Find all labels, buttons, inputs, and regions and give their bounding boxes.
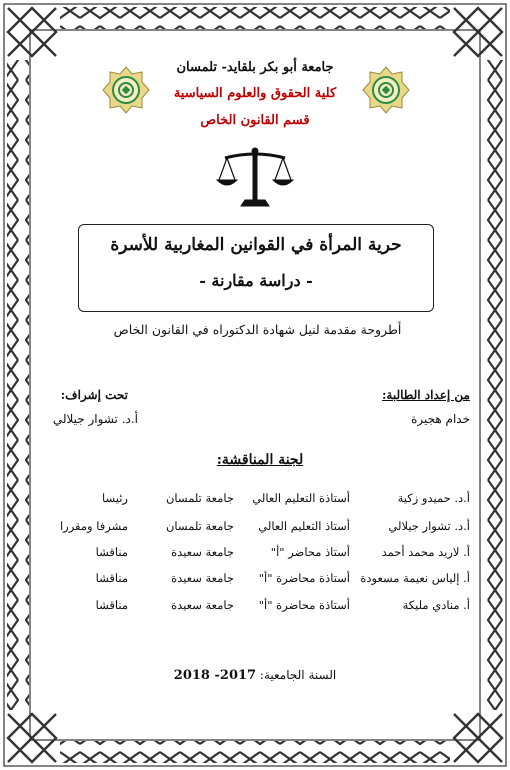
- jury-row: [0, 491, 510, 509]
- jury-member-role: رئيسا: [102, 491, 128, 505]
- jury-member-institution: جامعة سعيدة: [171, 598, 234, 612]
- jury-member-rank: أستاذ التعليم العالي: [258, 519, 350, 533]
- thesis-title: حرية المرأة في القوانين المغاربية للأسرة: [110, 235, 402, 255]
- jury-row: [0, 571, 510, 589]
- jury-member-rank: أستاذة محاضرة "أ": [258, 571, 350, 585]
- academic-year: [150, 668, 360, 683]
- jury-row: [0, 598, 510, 616]
- academic-year-label: السنة الجامعية:: [259, 668, 337, 682]
- jury-row: [0, 545, 510, 563]
- jury-member-name: أ. لاريد محمد أحمد: [381, 545, 470, 559]
- academic-year-value: 2017- 2018: [173, 668, 257, 683]
- jury-member-rank: أستاذة التعليم العالي: [252, 491, 350, 505]
- jury-member-role: مناقشا: [95, 598, 128, 612]
- jury-member-rank: أستاذة محاضرة "أ": [258, 598, 350, 612]
- student-label: من إعداد الطالبة:: [381, 388, 470, 402]
- jury-member-institution: جامعة تلمسان: [165, 491, 234, 505]
- department-name: قسم القانون الخاص: [200, 113, 310, 128]
- student-name: خدام هجيرة: [411, 412, 470, 426]
- university-name: جامعة أبو بكر بلقايد- تلمسان: [176, 60, 334, 75]
- thesis-description: أطروحة مقدمة لنيل شهادة الدكتوراه في القانون الخاص: [113, 322, 402, 337]
- faculty-name: كلية الحقوق والعلوم السياسية: [173, 86, 337, 101]
- scales-of-justice-icon: [215, 146, 295, 210]
- jury-member-name: أ. إلياس نعيمة مسعودة: [360, 571, 470, 585]
- supervisor-name: أ.د. تشوار جيلالي: [52, 412, 138, 426]
- jury-row: [0, 519, 510, 537]
- thesis-subtitle: - دراسة مقارنة -: [199, 271, 313, 290]
- jury-member-institution: جامعة سعيدة: [171, 571, 234, 585]
- jury-member-rank: أستاذ محاضر "أ": [270, 545, 350, 559]
- jury-title: لجنة المناقشة:: [216, 452, 304, 468]
- jury-member-name: أ.د. حميدو زكية: [397, 491, 470, 505]
- jury-member-role: مناقشا: [95, 545, 128, 559]
- jury-member-name: أ. منادي مليكة: [402, 598, 470, 612]
- jury-member-role: مناقشا: [95, 571, 128, 585]
- jury-member-name: أ.د. تشوار جيلالي: [388, 519, 470, 533]
- supervisor-label: تحت إشراف:: [60, 388, 128, 402]
- thesis-title-box: [78, 224, 434, 312]
- jury-member-institution: جامعة تلمسان: [165, 519, 234, 533]
- jury-member-role: مشرفا ومقررا: [59, 519, 128, 533]
- jury-member-institution: جامعة سعيدة: [171, 545, 234, 559]
